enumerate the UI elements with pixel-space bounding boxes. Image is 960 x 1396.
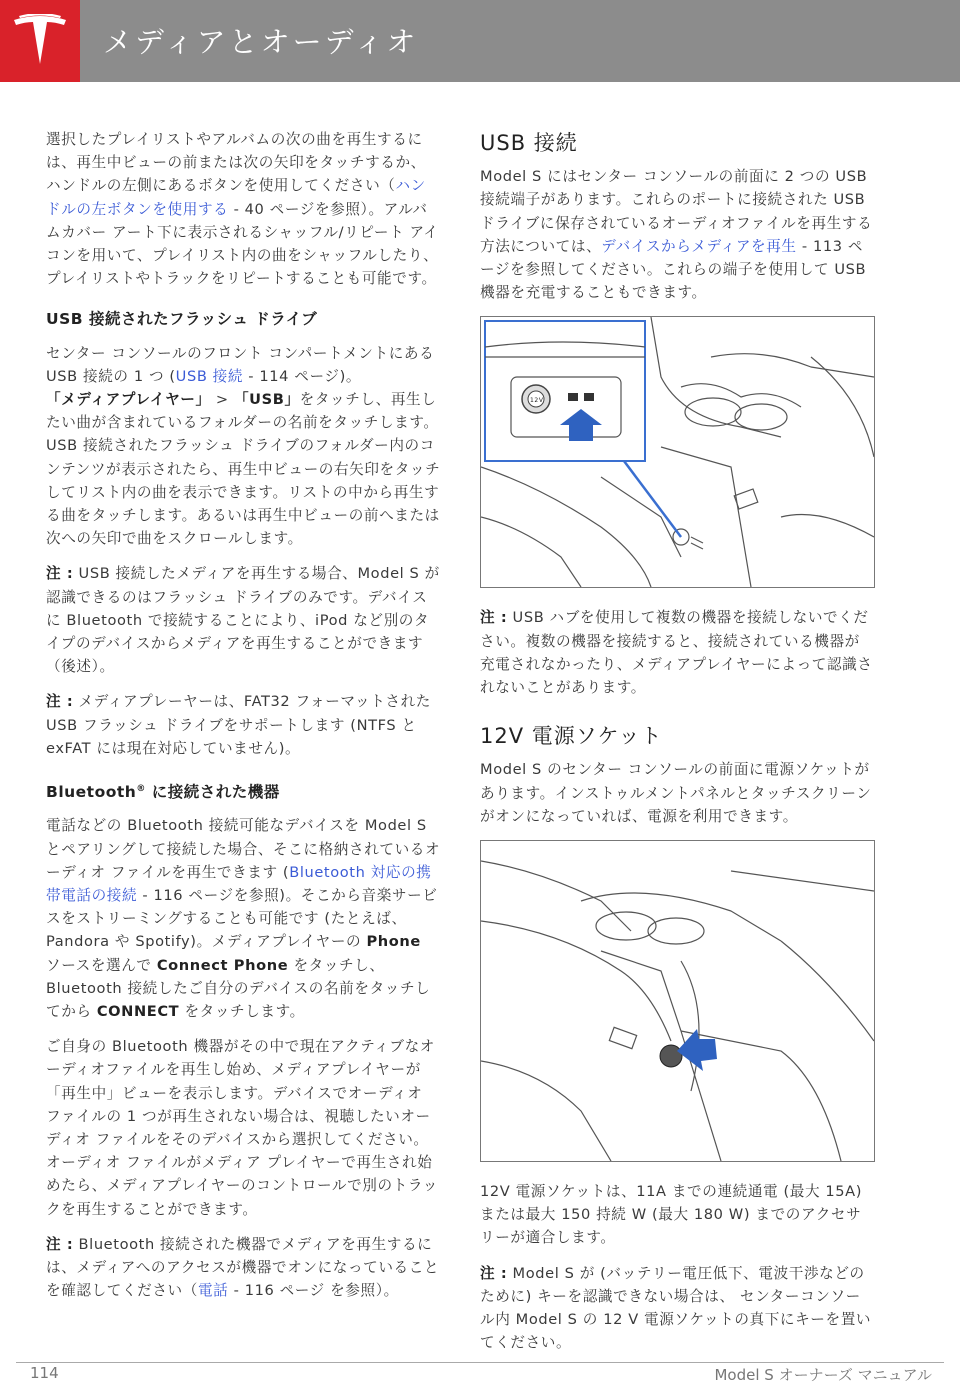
page-title: メディアとオーディオ [103,25,419,59]
note-label: 注 : [480,609,508,627]
text-run: をタッチします。 [179,1003,305,1021]
text-run: - 113 ページを参照してください。これらの端子を使用して USB 機器を充電することもできます。 [480,237,867,302]
link-bluetooth-phone[interactable]: Bluetooth 対応の携帯電話の接続 [46,863,432,905]
note-text: USB ハブを使用して複数の機器を接続しないでください。複数の機器を接続すると、接続されている機器が充電されなかったり、メディアプレイヤーによって認識されないことがあります。 [480,609,873,697]
bluetooth-paragraph [46,814,441,1023]
note-text: USB 接続したメディアを再生する場合、Model S が認識できるのはフラッシュ ドライブのみです。デバイスに Bluetooth で接続することにより、iPod など別のタイプのデバイスからメディアを再生することができます（後述）。 [46,565,440,676]
text-run: - 114 ページ)。 [243,367,362,385]
left-column [46,128,441,1315]
text-run: をタッチし、Bluetooth 接続したご自分のデバイスの名前をタッチしてから [46,956,431,1021]
note-text: メディアプレーヤーは、FAT32 フォーマットされた USB フラッシュ ドライブをサポートします (NTFS と exFAT には現在対応していません)。 [46,693,431,757]
power-socket-illustration [480,840,875,1162]
section-heading-bluetooth [46,778,441,804]
note-label: 注 : [480,1264,508,1282]
brand-logo [0,0,80,82]
link-phone[interactable]: 電話 [197,1282,229,1300]
ui-label-media-player: 「メディアプレイヤー」 [46,391,211,409]
link-play-from-device[interactable]: デバイスからメディアを再生 [601,237,797,255]
ui-label-connect: CONNECT [96,1003,180,1021]
footer-divider [16,1362,944,1363]
heading-text: に接続された機器 [145,783,280,802]
text-run: 電話などの Bluetooth 接続可能なデバイスを Model S とペアリングして接続した場合、そこに格納されているオーディオ ファイルを再生できます ( [46,817,441,881]
text-run: - 116 ページを参照)。そこから音楽サービスをストリーミングすることも可能です (たとえば、Pandora や Spotify)。メディアプレイヤーの [46,887,438,951]
socket-spec-paragraph: 12V 電源ソケットは、11A までの連続通電 (最大 15A) または最大 150 持続 W (最大 180 W) までのアクセサリーが適合します。 [480,1183,863,1247]
note-fat32 [46,690,441,760]
intro-paragraph [46,128,441,290]
note-usb-hub [480,606,875,699]
page-header [0,0,960,82]
text-run: をタッチし、再生したい曲が含まれているフォルダーの名前をタッチします。USB 接続されたフラッシュ ドライブのフォルダー内のコンテンツが表示されたら、再生中ビューの右矢印をタッチしてリスト内の曲を表示できます。リストの中から再生する曲をタッチします。あるいは再生中ビューの前へまたは次への矢印で曲をスクロールします。 [46,391,441,548]
link-usb-connection[interactable]: USB 接続 [175,367,244,385]
link-left-button[interactable]: ハンドルの左ボタンを使用する [46,177,426,218]
ui-label-usb: 「USB」 [233,391,300,409]
section-heading-usb-flash: USB 接続されたフラッシュ ドライブ [46,310,318,329]
socket-label: 12V [530,397,544,405]
text-run: ソースを選んで [46,956,157,974]
usb-paragraph [480,165,875,304]
tesla-logo-icon [11,14,69,68]
footer-manual-title: Model S オーナーズ マニュアル [714,1366,932,1384]
note-label: 注 : [46,693,74,711]
note-label: 注 : [46,565,74,583]
socket-paragraph: Model S のセンター コンソールの前面に電源ソケットがあります。インストゥルメントパネルとタッチスクリーンがオンになっていれば、電源を利用できます。 [480,761,872,825]
heading-text: Bluetooth [46,783,137,802]
usb-port-illustration [480,316,875,588]
text-run: Model S にはセンター コンソールの前面に 2 つの USB 接続端子があります。これらのポートに接続された USB ドライブに保存されているオーディオファイルを再生する方法については、 [480,168,873,255]
note-label: 注 : [46,1235,74,1253]
text-run: センター コンソールのフロント コンパートメントにある USB 接続の 1 つ ( [46,344,435,385]
right-column [480,128,875,1366]
bluetooth-paragraph-2: ご自身の Bluetooth 機器がその中で現在アクティブなオーディオファイルを再生し始め、メディアプレイヤーが「再生中」ビューを表示します。デバイスでオーディオ ファイルの 1 つが再生されない場合は、視聴したいオーディオ ファイルをそのデバイスから選択してください。オーディオ ファイルがメディア プレイヤーで再生され始めたら、メディアプレイヤーのコントロールで別のトラックを再生することができます。 [46,1038,438,1218]
note-text: Model S が (バッテリー電圧低下、電波干渉などのために) キーを認識できない場合は、 センターコンソール内 Model S の 12 V 電源ソケットの真下にキーを置いてください。 [480,1264,872,1352]
note-key-placement [480,1262,875,1355]
text-run: 選択したプレイリストやアルバムの次の曲を再生するには、再生中ビューの前または次の矢印をタッチするか、ハンドルの左側にあるボタンを使用してください（ [46,131,426,195]
note-text: Bluetooth 接続された機器でメディアを再生するには、メディアへのアクセスが機器でオンになっていることを確認してください（ [46,1235,440,1300]
registered-mark: ® [136,784,146,795]
right-arrow-icon [677,1029,717,1071]
ui-label-phone: Phone [366,933,421,951]
note-usb-media [46,562,441,678]
note-text: - 116 ページ を参照）。 [228,1282,399,1300]
page-number: 114 [30,1364,59,1382]
ui-label-connect-phone: Connect Phone [156,956,289,974]
note-bluetooth-access [46,1233,441,1303]
text-run: > [210,391,234,409]
section-title-usb: USB 接続 [480,131,578,155]
text-run: - 40 ページを参照）。アルバムカバー アート下に表示されるシャッフル/リピート アイコンを用いて、プレイリスト内の曲をシャッフルしたり、プレイリストやトラックをリピートすることも可能です。 [46,200,439,288]
section-title-12v: 12V 電源ソケット [480,724,663,749]
usb-flash-paragraph [46,342,441,551]
